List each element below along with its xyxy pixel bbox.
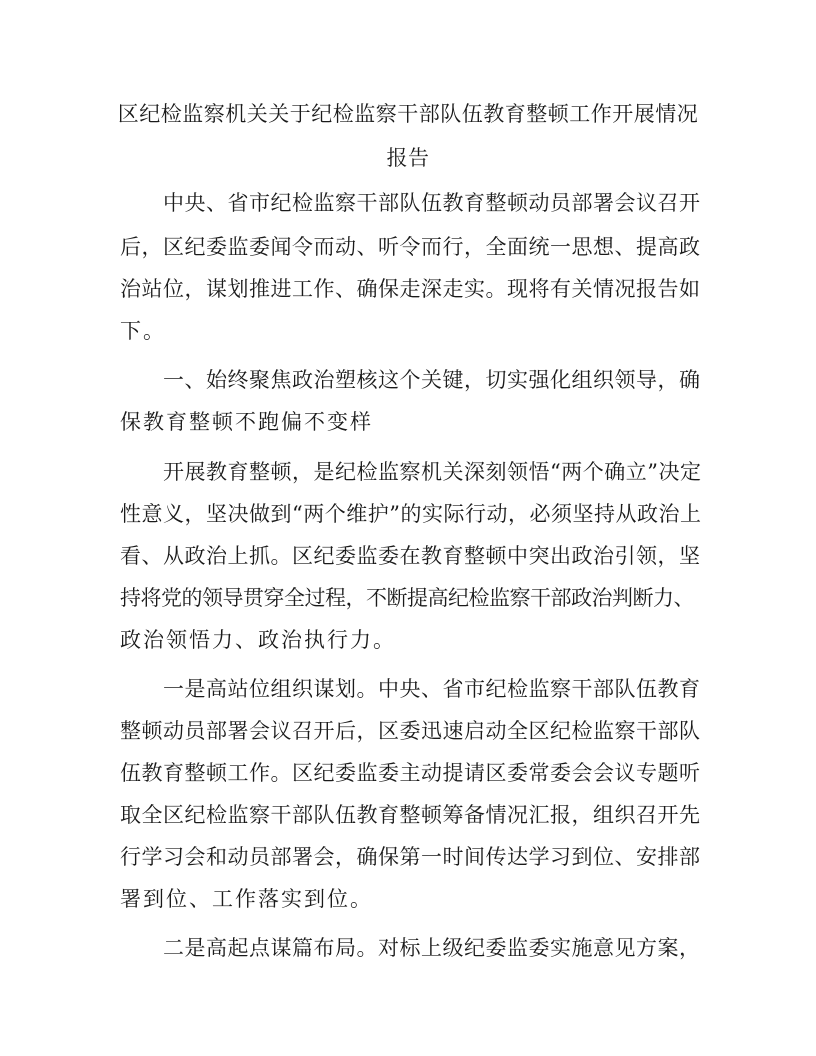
paragraph-3-line-2: 性意义，坚决做到“两个维护”的实际行动，必须坚持从政治上 bbox=[120, 502, 702, 526]
paragraph-4-line-1: 一是高站位组织谋划。中央、省市纪检监察干部队伍教育 bbox=[163, 677, 701, 701]
section-heading-line-2: 保教育整顿不跑偏不变样 bbox=[120, 410, 373, 434]
paragraph-1-line-1: 中央、省市纪检监察干部队伍教育整顿动员部署会议召开 bbox=[163, 191, 701, 215]
paragraph-4-line-6: 署到位、工作落实到位。 bbox=[120, 887, 373, 911]
paragraph-5-line-1: 二是高起点谋篇布局。对标上级纪委监委实施意见方案， bbox=[163, 936, 701, 960]
paragraph-4-line-3: 伍教育整顿工作。区纪委监委主动提请区委常委会会议专题听 bbox=[120, 761, 701, 785]
document-title-line-2: 报告 bbox=[386, 146, 430, 170]
paragraph-3-line-1: 开展教育整顿，是纪检监察机关深刻领悟“两个确立”决定 bbox=[163, 460, 702, 484]
paragraph-1-line-3: 治站位，谋划推进工作、确保走深走实。现将有关情况报告如 bbox=[120, 277, 701, 301]
paragraph-1-line-2: 后，区纪委监委闻令而动、听令而行，全面统一思想、提高政 bbox=[120, 235, 701, 259]
paragraph-3-line-5: 政治领悟力、政治执行力。 bbox=[120, 628, 396, 652]
paragraph-4-line-2: 整顿动员部署会议召开后，区委迅速启动全区纪检监察干部队 bbox=[120, 719, 701, 743]
paragraph-4-line-4: 取全区纪检监察干部队伍教育整顿筹备情况汇报，组织召开先 bbox=[120, 803, 701, 827]
paragraph-3-line-3: 看、从政治上抓。区纪委监委在教育整顿中突出政治引领，坚 bbox=[120, 544, 701, 568]
paragraph-4-line-5: 行学习会和动员部署会，确保第一时间传达学习到位、安排部 bbox=[120, 845, 701, 869]
section-heading-line-1: 一、始终聚焦政治塑核这个关键，切实强化组织领导，确 bbox=[163, 368, 701, 392]
document-title-line-1: 区纪检监察机关关于纪检监察干部队伍教育整顿工作开展情况 bbox=[117, 102, 699, 126]
paragraph-3-line-4: 持将党的领导贯穿全过程，不断提高纪检监察干部政治判断力、 bbox=[120, 586, 694, 610]
paragraph-1-line-4: 下。 bbox=[120, 319, 166, 343]
